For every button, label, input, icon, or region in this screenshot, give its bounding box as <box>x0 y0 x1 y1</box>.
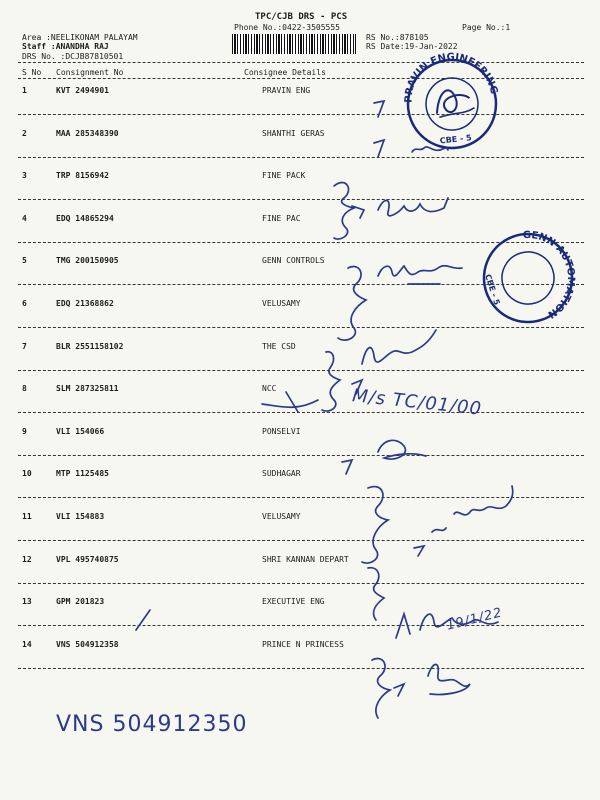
row-sno: 7 <box>22 341 27 351</box>
rs-date: RS Date:19-Jan-2022 <box>366 42 458 51</box>
row-consignment-no: TMG 200150905 <box>56 256 119 266</box>
row-consignment-no: VLI 154883 <box>56 512 105 521</box>
row-consignee: EXECUTIVE ENG <box>262 597 325 607</box>
page-number: Page No.:1 <box>462 23 511 32</box>
row-consignment-no: KVT 2494901 <box>56 86 109 95</box>
row-consignee: PRAVIN ENG <box>262 86 311 95</box>
tick-mark-row11 <box>414 546 424 556</box>
row-consignee: SHANTHI GERAS <box>262 128 325 138</box>
handwritten-date-row13: 19/1/22 <box>445 605 505 634</box>
svg-text:GENN AUTOMATION: GENN AUTOMATION <box>522 229 577 320</box>
row-consignee: SHRI KANNAN DEPART <box>262 554 349 564</box>
row-consignee: GENN CONTROLS <box>262 256 325 266</box>
rs-number: RS No.:878105 <box>366 33 429 42</box>
signature-rows10-11 <box>432 486 513 532</box>
row-sno: 1 <box>22 86 27 95</box>
tick-mark-row14 <box>394 684 404 696</box>
row-sno: 4 <box>22 213 27 223</box>
row-consignment-no: BLR 2551158102 <box>56 341 124 351</box>
row-sno: 14 <box>22 639 32 649</box>
brace-rows3-4 <box>334 183 354 240</box>
svg-text:PRAVIN ENGINEERING: PRAVIN ENGINEERING <box>403 51 500 103</box>
row-consignment-no: VPL 495740875 <box>56 554 119 564</box>
scribble-row8 <box>262 392 318 412</box>
row-consignment-no: MTP 1125485 <box>56 469 109 479</box>
row-consignment-no: GPM 201823 <box>56 597 105 607</box>
row-consignment-no: EDQ 21368862 <box>56 299 114 308</box>
brace-row12 <box>368 568 384 620</box>
check-mark-row13 <box>136 610 150 630</box>
signature-row7 <box>362 330 436 364</box>
document-title: TPC/CJB DRS - PCS <box>255 12 348 22</box>
signature-row14 <box>428 664 470 694</box>
column-header-consignee: Consignee Details <box>244 68 326 77</box>
brace-rows5-6 <box>338 267 366 341</box>
genn-stamp <box>472 218 589 336</box>
signature-row9 <box>378 440 426 459</box>
phone-number: Phone No.:0422-3505555 <box>234 23 340 32</box>
area-label: Area :NEELIKONAM PALAYAM <box>22 33 138 42</box>
staff-label: Staff :ANANDHA RAJ <box>22 42 109 51</box>
tick-mark-row2 <box>374 140 384 157</box>
row-consignee: SUDHAGAR <box>262 469 301 479</box>
row-consignment-no: VNS 504912358 <box>56 639 119 649</box>
row-sno: 9 <box>22 426 27 436</box>
row-consignee: PRINCE N PRINCESS <box>262 639 344 649</box>
handwritten-bottom-note: VNS 504912350 <box>56 712 248 737</box>
row-sno: 2 <box>22 128 27 138</box>
tick-mark-row1 <box>374 101 384 117</box>
handwritten-note-row8: M/s TC/01/00 <box>351 385 483 420</box>
row-consignee: FINE PAC <box>262 213 301 223</box>
tick-mark-row9 <box>342 460 352 474</box>
row-consignee: THE CSD <box>262 341 296 351</box>
row-sno: 6 <box>22 299 27 308</box>
row-consignment-no: SLM 287325811 <box>56 384 119 394</box>
pravin-stamp <box>399 47 505 153</box>
tick-mark-row13 <box>396 614 410 638</box>
row-sno: 11 <box>22 512 32 521</box>
drs-number: DRS No. :DCJB87810501 <box>22 52 124 61</box>
row-consignee: FINE PACK <box>262 171 306 181</box>
column-header-sno: S No <box>22 68 42 77</box>
row-sno: 5 <box>22 256 27 266</box>
svg-text:CBE - 5: CBE - 5 <box>439 133 473 146</box>
column-header-consignment: Consignment No <box>56 68 124 77</box>
row-consignment-no: MAA 285348390 <box>56 128 119 138</box>
svg-text:CBE - 5: CBE - 5 <box>483 273 502 307</box>
brace-rows7-8 <box>322 352 340 411</box>
row-consignee: VELUSAMY <box>262 299 301 308</box>
brace-row14 <box>372 659 390 718</box>
signature-rows3-4 <box>378 198 448 216</box>
row-consignment-no: EDQ 14865294 <box>56 213 114 223</box>
row-sno: 10 <box>22 469 32 479</box>
row-consignment-no: TRP 8156942 <box>56 171 109 181</box>
signature-rows5-6 <box>378 266 462 276</box>
row-consignment-no: VLI 154066 <box>56 426 105 436</box>
row-consignee: PONSELVI <box>262 426 301 436</box>
row-sno: 13 <box>22 597 32 607</box>
row-sno: 8 <box>22 384 27 394</box>
row-consignee: NCC <box>262 384 277 394</box>
brace-rows10-11 <box>362 487 388 564</box>
row-sno: 12 <box>22 554 32 564</box>
row-consignee: VELUSAMY <box>262 512 301 521</box>
row-sno: 3 <box>22 171 27 181</box>
